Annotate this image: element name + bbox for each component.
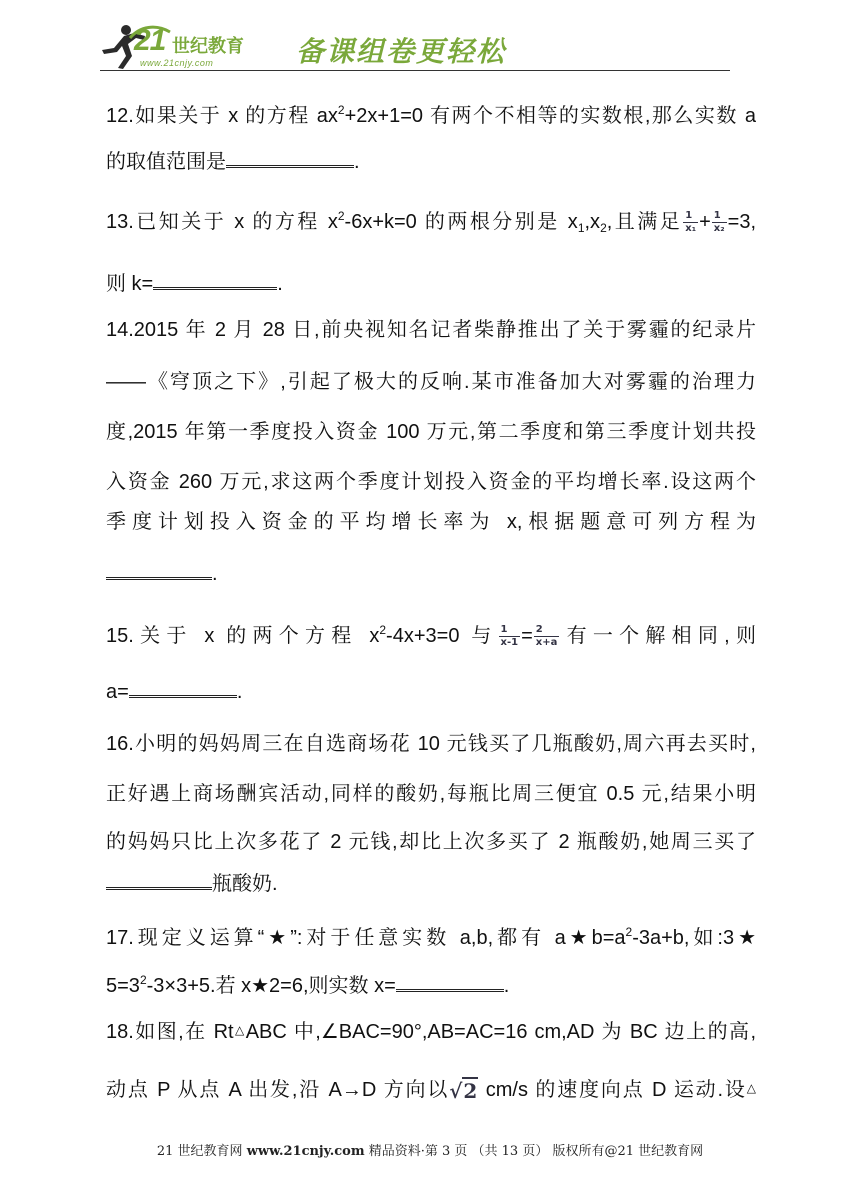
logo-url: www.21cnjy.com xyxy=(140,58,214,68)
answer-blank[interactable] xyxy=(226,149,354,168)
logo-number: 21 xyxy=(134,24,166,57)
q14-line-3: 度,2015 年第一季度投入资金 100 万元,第二季度和第三季度计划共投 xyxy=(106,421,756,443)
q16-line-3: 的妈妈只比上次多花了 2 元钱,却比上次多买了 2 瓶酸奶,她周三买了 xyxy=(106,831,756,853)
logo-text: 世纪教育 xyxy=(172,36,244,57)
q16-line-4: 瓶酸奶. xyxy=(106,870,756,898)
q15-line-1: 15.关于 x 的两个方程 $x^2-4x+3=0$ 与 $\frac{1}{x-1}$ = $\frac{2}{x+a}$ 有一个解相同,则 xyxy=(106,623,756,649)
answer-blank[interactable] xyxy=(106,871,212,890)
header-slogan: 备课组卷更轻松 xyxy=(296,35,507,68)
answer-blank[interactable] xyxy=(396,973,504,992)
page-header xyxy=(100,22,730,72)
footer-url[interactable]: www.21cnjy.com xyxy=(246,1144,365,1159)
q13-line-2: 则 k= . xyxy=(106,273,283,295)
q16-line-1: 16.小明的妈妈周三在自选商场花 10 元钱买了几瓶酸奶,周六再去买时, xyxy=(106,733,756,755)
answer-blank[interactable] xyxy=(153,271,277,290)
q17-line-2: $5=3^2-3\times 3+5$.若 x★2=6,则实数 x= . xyxy=(106,973,510,997)
page-footer: 21 世纪教育网 www.21cnjy.com 精品资料·第 3 页 （共 13 页） 版权所有@21 世纪教育网 xyxy=(156,1144,704,1159)
fraction: $\frac{1}{x-1}$ xyxy=(500,624,519,649)
sqrt-two: √2 xyxy=(449,1079,478,1103)
q13-line-1: 13.已知关于 x 的方程 $x^2-6x+k=0$ 的两根分别是 $x_1,x_2$,且满足 $\frac{1}{\text{x₁}}$ + $\frac{1}{\text{x₂}}$ =3, xyxy=(106,209,756,235)
answer-blank[interactable] xyxy=(129,679,237,698)
q14-line-1: 14.2015 年 2 月 28 日,前央视知名记者柴静推出了关于雾霾的纪录片 xyxy=(106,319,756,341)
q14-line-6: . xyxy=(106,560,756,588)
q16-line-2: 正好遇上商场酬宾活动,同样的酸奶,每瓶比周三便宜 0.5 元,结果小明 xyxy=(106,783,756,805)
fraction: $\frac{1}{\text{x₁}}$ xyxy=(685,210,697,235)
q15-line-2: a= . xyxy=(106,681,243,703)
q14-line-2: ——《穹顶之下》,引起了极大的反响.某市准备加大对雾霾的治理力 xyxy=(106,371,756,393)
answer-blank[interactable] xyxy=(106,561,212,580)
q17-line-1: 17.现定义运算“★”:对于任意实数 a,b,都有 $a★b=a^2-3a+b$,如:3★ xyxy=(106,925,757,949)
q18-line-2: 动点 P 从点 A 出发,沿 A→D 方向以√2 cm/s 的速度向点 D 运动.设△ xyxy=(106,1079,756,1103)
fraction: $\frac{2}{x+a}$ xyxy=(535,624,558,649)
fraction: $\frac{1}{\text{x₂}}$ xyxy=(713,210,725,235)
q12-line-2: 的取值范围是 . xyxy=(106,151,360,173)
q14-line-5: 季度计划投入资金的平均增长率为 x,根据题意可列方程为 xyxy=(106,511,756,533)
q12-line-1: 12.如果关于 x 的方程 $ax^2+2x+1=0$ 有两个不相等的实数根,那么实数 a xyxy=(106,103,756,127)
q14-line-4: 入资金 260 万元,求这两个季度计划投入资金的平均增长率.设这两个 xyxy=(106,471,756,493)
q18-line-1: 18.如图,在 Rt△ABC 中,∠BAC=90°,AB=AC=16 cm,AD 为 BC 边上的高, xyxy=(106,1021,757,1043)
header-divider xyxy=(100,70,730,71)
